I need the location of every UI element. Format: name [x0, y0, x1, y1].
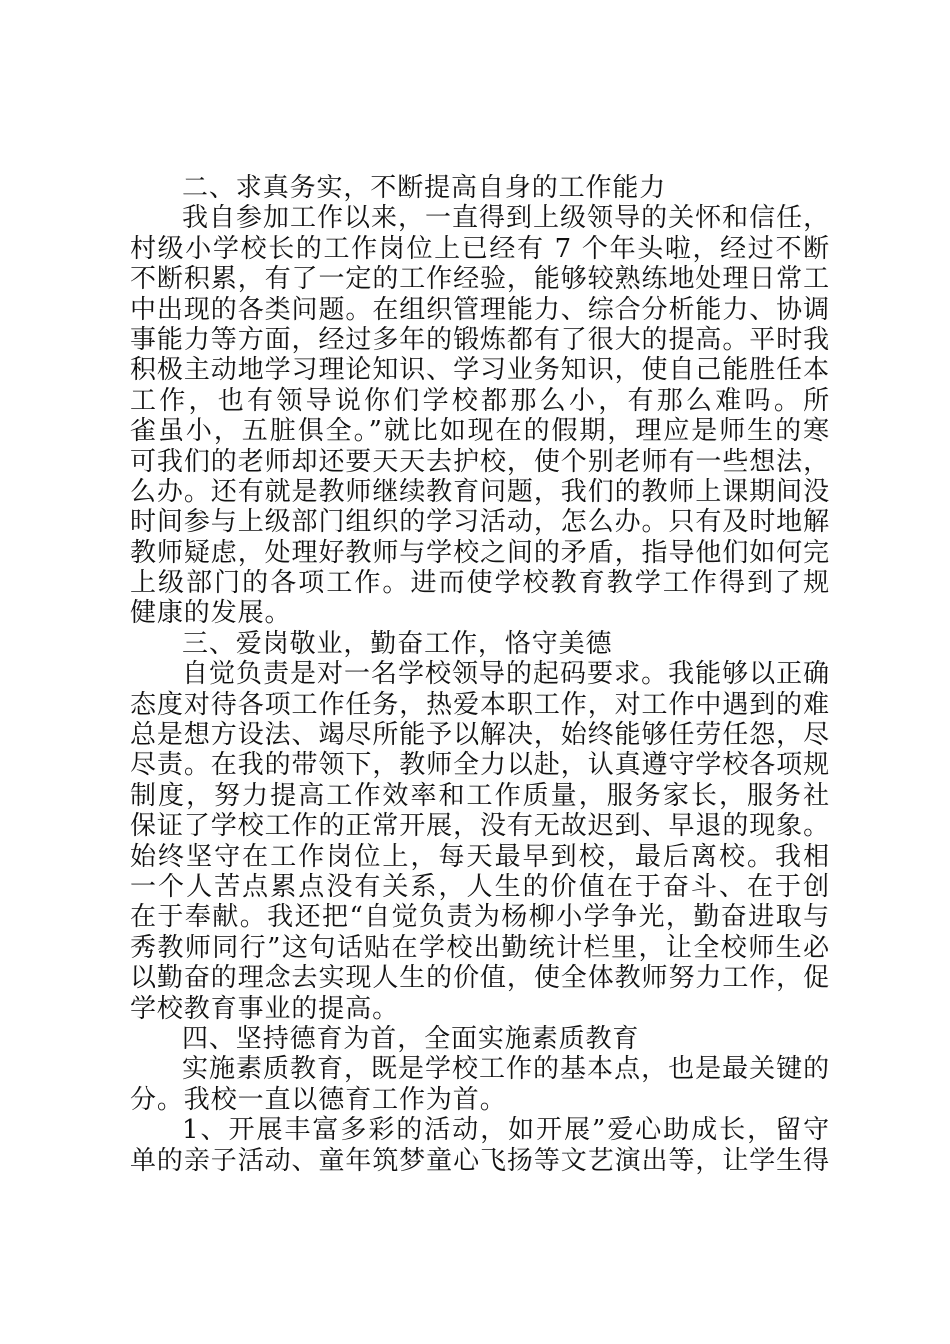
- text-line: 三、爱岗敬业，勤奋工作，恪守美德: [182, 628, 613, 659]
- text-line: 村级小学校长的工作岗位上已经有 7 个年头啦，经过不断: [130, 233, 830, 264]
- document-body: [130, 173, 830, 1176]
- text-line: 工作，也有领导说你们学校都那么小，有那么难吗。所: [130, 385, 830, 416]
- text-line: 以勤奋的理念去实现人生的价值，使全体教师努力工作，促: [130, 963, 830, 994]
- text-line: 教师疑虑，处理好教师与学校之间的矛盾，指导他们如何完: [130, 537, 830, 568]
- text-line: 么办。还有就是教师继续教育问题，我们的教师上课期间没: [130, 476, 830, 507]
- text-line: 自觉负责是对一名学校领导的起码要求。我能够以正确: [182, 659, 830, 690]
- text-line: 一个人苦点累点没有关系，人生的价值在于奋斗、在于创: [130, 871, 830, 902]
- text-line: 可我们的老师却还要天天去护校，使个别老师有一些想法，: [130, 446, 830, 477]
- text-line: 二、求真务实，不断提高自身的工作能力: [182, 173, 667, 203]
- text-line: 雀虽小，五脏俱全。”就比如现在的假期，理应是师生的寒: [130, 416, 830, 447]
- text-line: 尽责。在我的带领下，教师全力以赴，认真遵守学校各项规: [130, 750, 830, 781]
- text-line: 态度对待各项工作任务，热爱本职工作，对工作中遇到的难: [130, 689, 830, 720]
- text-line: 秀教师同行”这句话贴在学校出勤统计栏里，让全校师生必: [130, 932, 830, 963]
- text-line: 事能力等方面，经过多年的锻炼都有了很大的提高。平时我: [130, 324, 830, 355]
- text-line: 实施素质教育，既是学校工作的基本点，也是最关键的: [182, 1054, 830, 1085]
- text-line: 学校教育事业的提高。: [130, 993, 400, 1024]
- text-line: 上级部门的各项工作。进而使学校教育教学工作得到了规: [130, 568, 830, 599]
- text-line: 总是想方设法、竭尽所能予以解决，始终能够任劳任怨，尽: [130, 720, 830, 751]
- text-line: 不断积累，有了一定的工作经验，能够较熟练地处理日常工: [130, 264, 830, 295]
- text-line: 始终坚守在工作岗位上，每天最早到校，最后离校。我相: [130, 841, 830, 872]
- text-line: 健康的发展。: [130, 598, 292, 629]
- text-line: 1、开展丰富多彩的活动，如开展”爱心助成长，留守: [182, 1115, 830, 1146]
- text-line: 时间参与上级部门组织的学习活动，怎么办。只有及时地解: [130, 507, 830, 538]
- text-line: 我自参加工作以来，一直得到上级领导的关怀和信任，: [182, 203, 830, 234]
- text-line: 制度，努力提高工作效率和工作质量，服务家长，服务社: [130, 780, 830, 811]
- text-line: 分。我校一直以德育工作为首。: [130, 1084, 507, 1115]
- text-line: 四、坚持德育为首，全面实施素质教育: [182, 1023, 640, 1054]
- text-line: 在于奉献。我还把“自觉负责为杨柳小学争光，勤奋进取与: [130, 902, 830, 933]
- text-line: 中出现的各类问题。在组织管理能力、综合分析能力、协调: [130, 294, 830, 325]
- text-line: 保证了学校工作的正常开展，没有无故迟到、早退的现象。: [130, 811, 830, 842]
- text-line: 积极主动地学习理论知识、学习业务知识，使自己能胜任本: [130, 355, 830, 386]
- text-line: 单的亲子活动、童年筑梦童心飞扬等文艺演出等，让学生得: [130, 1145, 830, 1176]
